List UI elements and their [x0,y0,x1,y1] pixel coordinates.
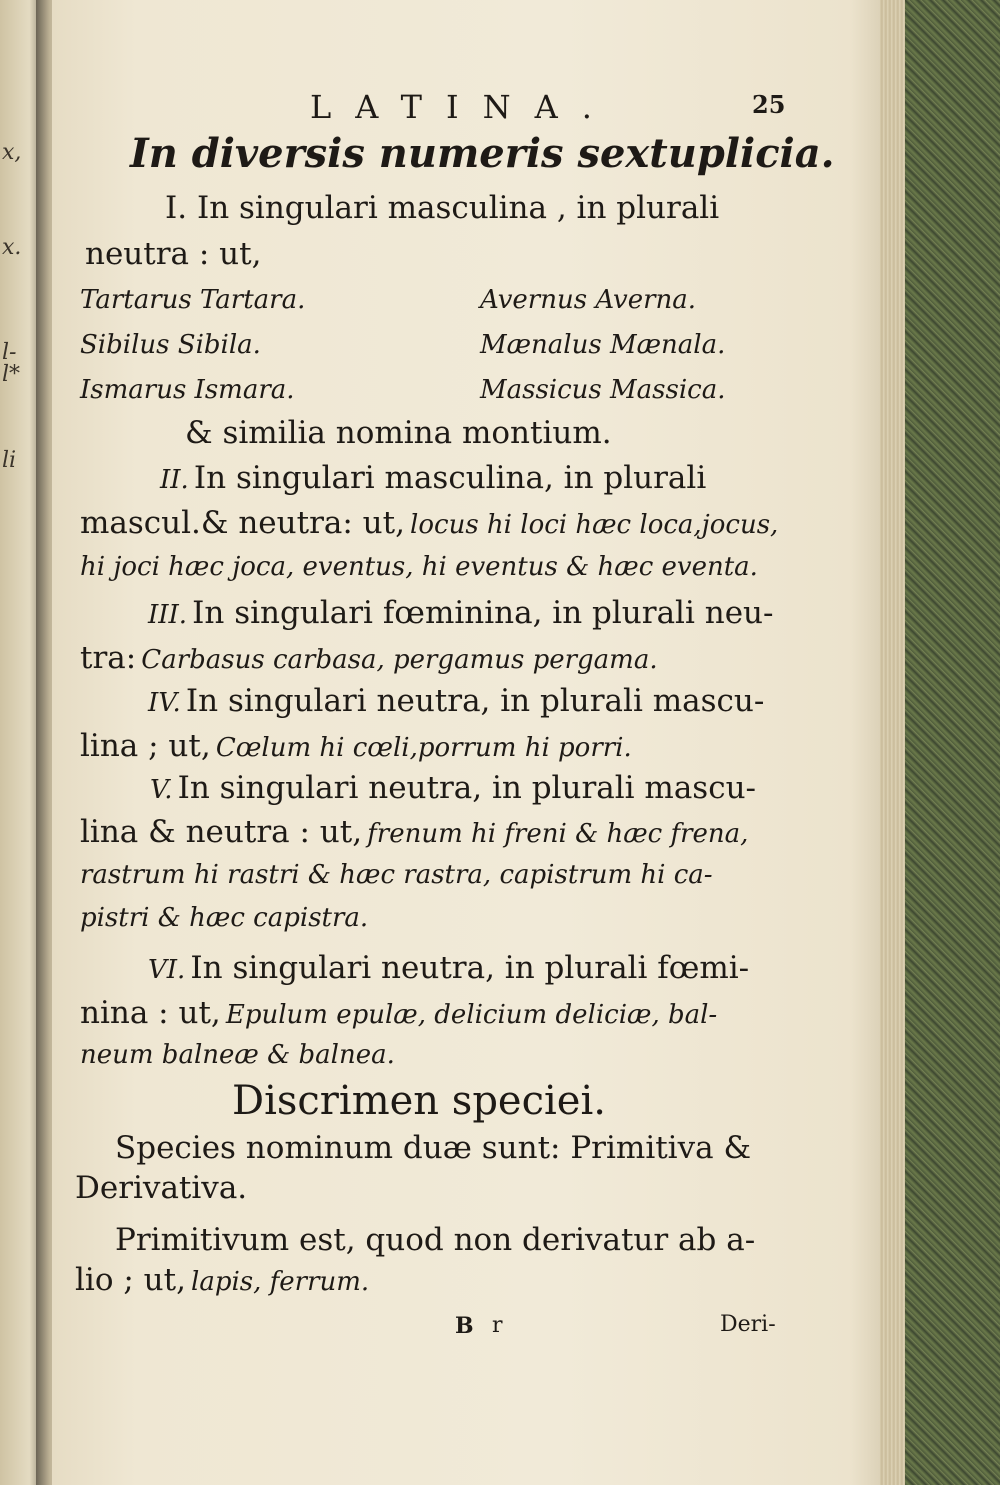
rule6-line2 [80,995,717,1031]
rule1-line2: neutra : ut, [85,236,262,272]
example-left-3: Ismarus Ismara. [80,375,295,405]
section-title: Discrimen speciei. [232,1078,606,1124]
species-line1: Species nominum duæ sunt: Primitiva & [115,1130,752,1166]
example-right-3: Massicus Massica. [480,375,726,405]
rule5-line2-italic: frenum hi freni & hæc frena, [367,819,749,849]
margin-fragment: li [2,448,17,473]
primitivum-line2-plain: lio ; ut, [75,1262,186,1298]
rule3-line1: In singulari fœminina, in plurali neu- [192,595,774,631]
rule5-number: V. [150,775,173,805]
primitivum-line2-italic: lapis, ferrum. [191,1267,370,1297]
rule4 [148,683,764,719]
rule3 [148,595,773,631]
example-right-2: Mænalus Mænala. [480,330,726,360]
rule6-number: VI. [148,955,186,985]
rule6-line2-plain: nina : ut, [80,995,221,1031]
rule4-number: IV. [148,688,181,718]
species-line2: Derivativa. [75,1170,248,1206]
rule6-line1: In singulari neutra, in plurali fœmi- [190,950,750,986]
rule5-line2-plain: lina & neutra : ut, [80,814,363,850]
example-left-2: Sibilus Sibila. [80,330,261,360]
margin-fragment: x, [2,140,22,165]
rule4-line1: In singulari neutra, in plurali mascu- [185,683,765,719]
primitivum-line1: Primitivum est, quod non derivatur ab a- [115,1222,756,1258]
rule3-line2 [80,640,658,676]
chapter-title: In diversis numeris sextuplicia. [130,130,835,177]
rule2-line1: In singulari masculina, in plurali [193,460,707,496]
margin-fragment: l- [2,340,17,365]
primitivum-line2 [75,1262,369,1298]
margin-fragment: l* [2,362,21,387]
rule2-number: II. [160,465,189,495]
book-cover [905,0,1000,1485]
similia-line: & similia nomina montium. [185,415,612,451]
rule4-line2-plain: lina ; ut, [80,728,211,764]
rule5-line4: pistri & hæc capistra. [80,903,369,933]
rule5-line3: rastrum hi rastri & hæc rastra, capistrum hi ca- [80,860,713,890]
page-number: 25 [752,90,786,119]
example-left-1: Tartarus Tartara. [80,285,306,315]
rule1-line1: I. In singulari masculina , in plurali [165,190,720,226]
rule4-line2 [80,728,632,764]
catchword: Deri- [720,1312,776,1337]
rule2-line2-plain: mascul.& neutra: ut, [80,505,405,541]
rule3-number: III. [148,600,188,630]
rule3-line2-italic: Carbasus carbasa, pergamus pergama. [141,645,658,675]
rule2-line3: hi joci hæc joca, eventus, hi eventus & hæc eventa. [80,552,758,582]
rule2-line2-italic: locus hi loci hæc loca,jocus, [410,510,779,540]
rule5-line2 [80,814,748,850]
rule4-line2-italic: Cœlum hi cœli,porrum hi porri. [215,733,632,763]
example-right-1: Avernus Averna. [480,285,697,315]
running-header: LATINA. [310,88,616,126]
margin-fragment: x. [2,235,22,260]
signature-mark: B [455,1313,474,1339]
rule3-line2-plain: tra: [80,640,137,676]
rule6-line3: neum balneæ & balnea. [80,1040,395,1070]
rule2-line2 [80,505,778,541]
rule5 [150,770,756,806]
signature-number: r [492,1313,503,1338]
rule6-line2-italic: Epulum epulæ, delicium deliciæ, bal- [225,1000,718,1030]
rule6 [148,950,749,986]
rule5-line1: In singulari neutra, in plurali mascu- [177,770,757,806]
rule2 [160,460,706,496]
